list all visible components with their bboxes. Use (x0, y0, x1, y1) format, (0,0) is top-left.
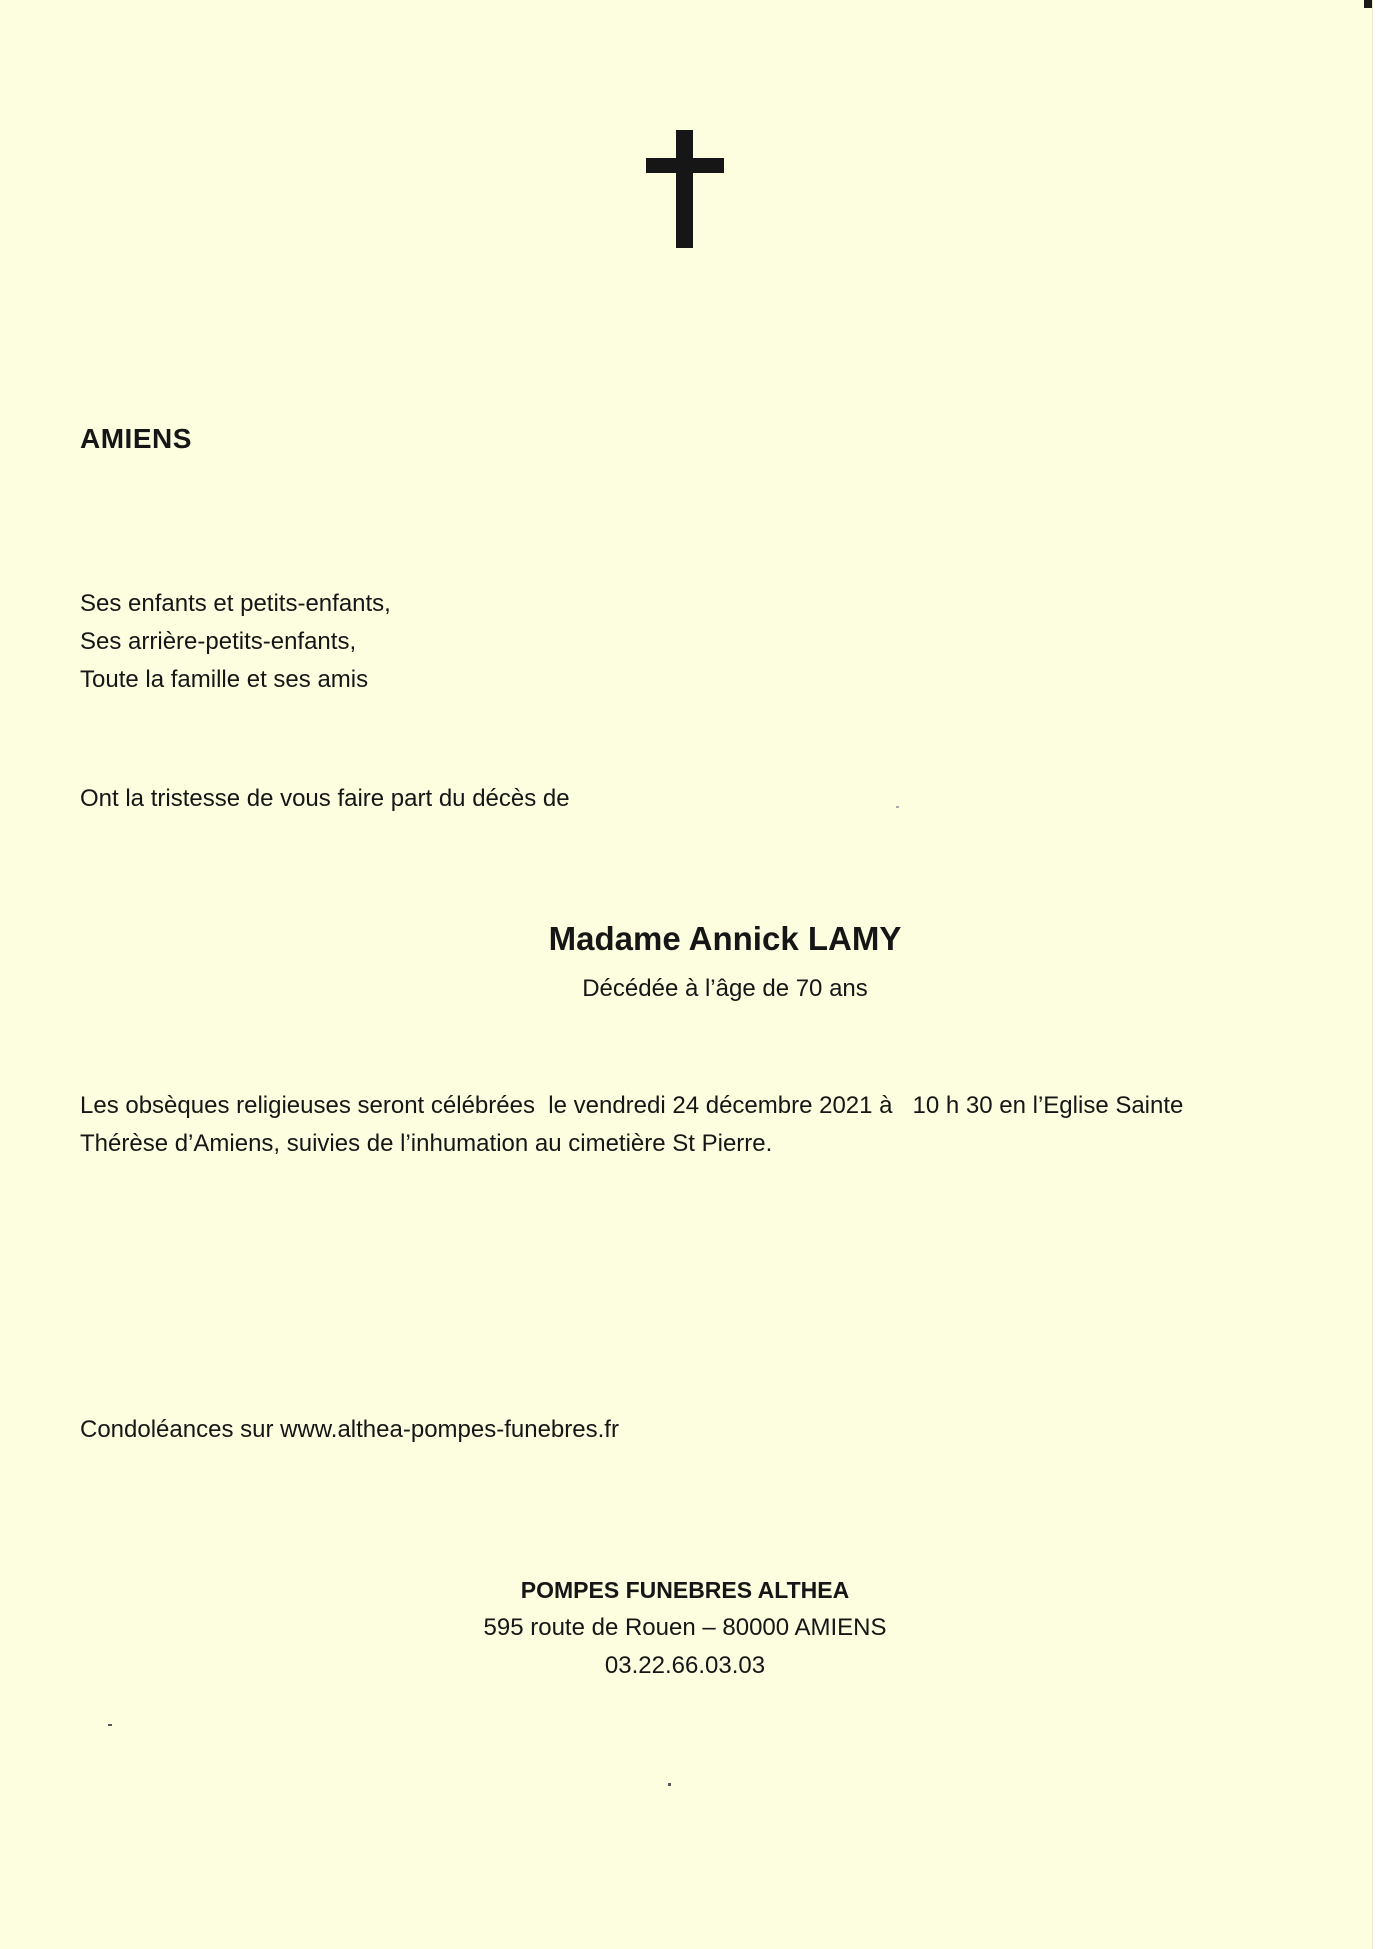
funeral-details-line: Thérèse d’Amiens, suivies de l’inhumation au cimetière St Pierre. (80, 1130, 773, 1157)
funeral-details-line: Les obsèques religieuses seront célébrées le vendredi 24 décembre 2021 à 10 h 30 en l’Eglise Sainte (80, 1092, 1184, 1119)
scan-speck (668, 1783, 671, 1786)
latin-cross-icon (646, 130, 726, 250)
scan-speck (108, 1724, 112, 1726)
family-line: Toute la famille et ses amis (80, 666, 369, 693)
scan-edge-mark (1364, 0, 1372, 8)
announcement-text: Ont la tristesse de vous faire part du décès de (80, 785, 570, 812)
company-phone: 03.22.66.03.03 (604, 1652, 766, 1679)
funeral-details (80, 1087, 1260, 1163)
family-list (80, 585, 391, 699)
company-address: 595 route de Rouen – 80000 AMIENS (483, 1614, 887, 1641)
city-heading: AMIENS (80, 423, 192, 454)
scan-speck (896, 806, 899, 808)
funeral-home-block (440, 1571, 930, 1685)
company-name: POMPES FUNEBRES ALTHEA (520, 1577, 850, 1603)
cross-vertical-bar (676, 130, 693, 248)
family-line: Ses arrière-petits-enfants, (80, 628, 357, 655)
age-line: Décédée à l’âge de 70 ans (582, 975, 868, 1002)
deceased-name: Madame Annick LAMY (548, 920, 902, 957)
condolences-text: Condoléances sur www.althea-pompes-funebres.fr (80, 1416, 619, 1443)
family-line: Ses enfants et petits-enfants, (80, 590, 391, 617)
cross-horizontal-bar (646, 158, 724, 173)
